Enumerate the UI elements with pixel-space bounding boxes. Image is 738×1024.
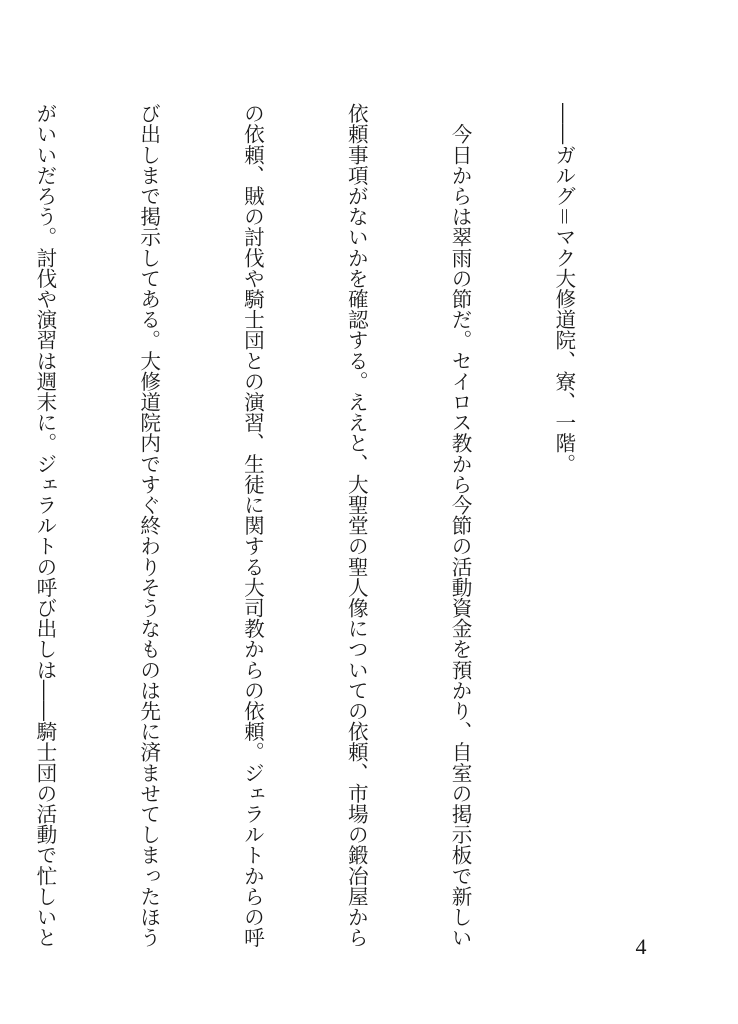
text-line-1: ――ガルグ＝マク大修道院、寮、一階。 <box>551 103 576 474</box>
text-line-5: び出しまで掲示してある。大修道院内ですぐ終わりそうなものは先に済ませてしまったほう <box>136 103 161 948</box>
text-line-6: がいいだろう。討伐や演習は週末に。ジェラルトの呼び出しは――騎士団の活動で忙しいと <box>32 103 57 948</box>
text-line-3: 依頼事項がないかを確認する。ええと、大聖堂の聖人像についての依頼、市場の鍛冶屋から <box>344 103 369 948</box>
text-line-2: 今日からは翠雨の節だ。セイロス教から今節の活動資金を預かり、自室の掲示板で新しい <box>448 103 473 948</box>
text-line-4: の依頼、賊の討伐や騎士団との演習、生徒に関する大司教からの依頼。ジェラルトからの呼 <box>240 103 265 948</box>
page-number: 4 <box>635 934 647 959</box>
vertical-text-body <box>32 103 650 948</box>
